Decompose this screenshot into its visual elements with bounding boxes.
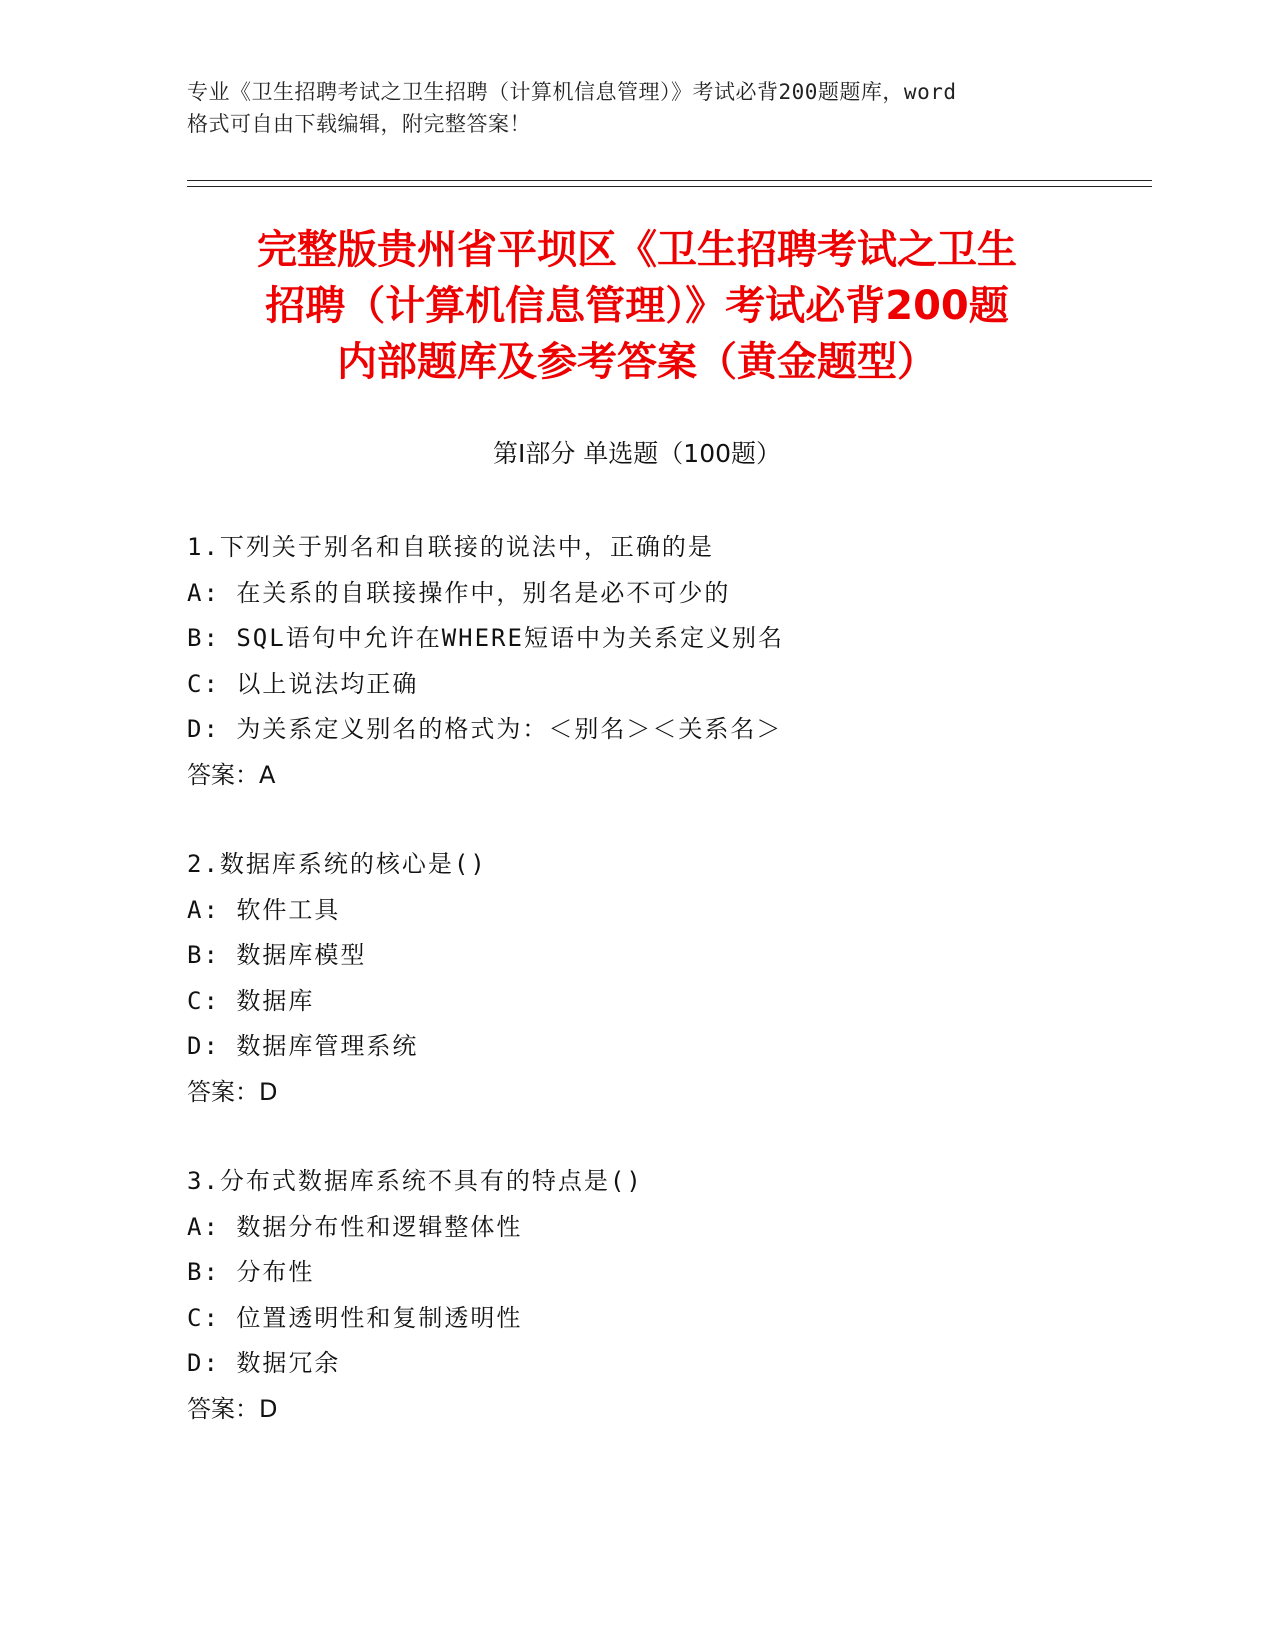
question-answer: 答案：D [187, 1077, 278, 1106]
header-note-line-1: 专业《卫生招聘考试之卫生招聘（计算机信息管理）》考试必背200题题库，word [187, 80, 957, 104]
question-option-b: B: 数据库模型 [187, 941, 367, 969]
question-item [187, 525, 1107, 798]
question-item [187, 1159, 1107, 1432]
question-stem: 2.数据库系统的核心是() [187, 850, 487, 878]
question-option-d: D: 数据冗余 [187, 1349, 341, 1377]
header-note-line-2: 格式可自由下载编辑，附完整答案！ [187, 112, 531, 136]
question-option-d: D: 为关系定义别名的格式为：＜别名＞＜关系名＞ [187, 715, 783, 743]
question-list [187, 525, 1107, 1476]
title-line-3: 内部题库及参考答案（黄金题型） [337, 339, 937, 385]
question-answer: 答案：D [187, 1394, 278, 1423]
question-option-a: A: 软件工具 [187, 895, 341, 924]
question-option-d: D: 数据库管理系统 [187, 1032, 419, 1060]
header-note [187, 76, 1087, 140]
question-option-a: A: 数据分布性和逻辑整体性 [187, 1212, 523, 1241]
header-divider-bottom [187, 186, 1152, 187]
section-heading: 第Ⅰ部分 单选题（100题） [492, 439, 782, 468]
question-option-c: C: 位置透明性和复制透明性 [187, 1303, 523, 1332]
title-line-1: 完整版贵州省平坝区《卫生招聘考试之卫生 [257, 227, 1017, 273]
question-answer: 答案：A [187, 760, 276, 789]
question-item [187, 842, 1107, 1115]
question-stem: 1.下列关于别名和自联接的说法中，正确的是 [187, 533, 714, 561]
question-option-b: B: 分布性 [187, 1258, 315, 1286]
question-option-a: A: 在关系的自联接操作中，别名是必不可少的 [187, 578, 731, 607]
question-stem: 3.分布式数据库系统不具有的特点是() [187, 1167, 643, 1195]
question-option-c: C: 以上说法均正确 [187, 669, 419, 698]
question-option-b: B: SQL语句中允许在WHERE短语中为关系定义别名 [187, 624, 784, 652]
title-line-2: 招聘（计算机信息管理）》考试必背200题 [265, 283, 1009, 329]
document-title [187, 222, 1087, 390]
question-option-c: C: 数据库 [187, 986, 315, 1015]
header-divider-top [187, 180, 1152, 181]
